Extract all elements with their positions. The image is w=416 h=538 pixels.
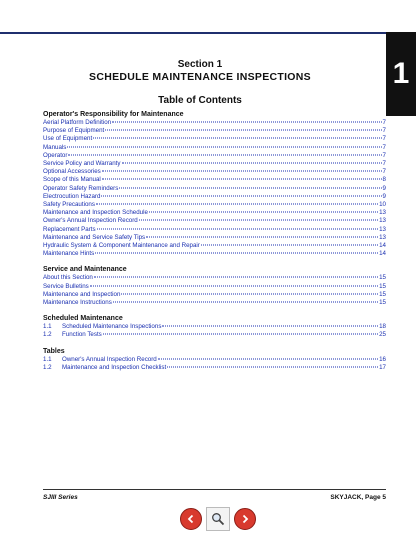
toc-entry-title: Service Bulletins xyxy=(43,282,89,290)
toc-entry-page: 7 xyxy=(382,135,386,143)
toc-entry-title: Maintenance and Inspection Checklist xyxy=(62,363,167,371)
toc-entry-number: 1.2 xyxy=(43,363,52,371)
dot-leader xyxy=(96,204,378,205)
toc-entry-page: 7 xyxy=(382,168,386,176)
toc-entry-link[interactable] xyxy=(43,168,386,176)
toc-entry-title: Replacement Parts xyxy=(43,225,96,233)
toc-entry-page: 13 xyxy=(379,233,386,241)
toc-entry-link[interactable] xyxy=(43,185,386,193)
toc-entry-page: 15 xyxy=(379,290,386,298)
toc-entry-link[interactable] xyxy=(43,127,386,135)
toc-entry-title: Manuals xyxy=(43,143,67,151)
toc-entry-page: 10 xyxy=(379,201,386,209)
toc-entry-page: 15 xyxy=(379,274,386,282)
toc-entry-title: Purpose of Equipment xyxy=(43,127,105,135)
toc-entry-link[interactable] xyxy=(43,356,386,364)
toc-entry-link[interactable] xyxy=(43,331,386,339)
toc-entry-title: Service Policy and Warranty xyxy=(43,160,121,168)
dot-leader xyxy=(146,236,378,237)
toc-entry-link[interactable] xyxy=(43,250,386,258)
dot-leader xyxy=(101,195,381,196)
dot-leader xyxy=(102,179,382,180)
dot-leader xyxy=(102,171,382,172)
dot-leader xyxy=(68,154,381,155)
next-page-button[interactable] xyxy=(234,508,256,530)
toc-entry-title: Maintenance and Inspection xyxy=(43,290,121,298)
toc-entry-link[interactable] xyxy=(43,299,386,307)
toc-entry-title: Use of Equipment xyxy=(43,135,93,143)
toc-entry-link[interactable] xyxy=(43,234,386,242)
search-button[interactable] xyxy=(206,507,230,531)
previous-page-button[interactable] xyxy=(180,508,202,530)
toc-entry-page: 7 xyxy=(382,119,386,126)
dot-leader xyxy=(201,245,378,246)
toc-entry-title: Function Tests xyxy=(62,331,102,339)
dot-leader xyxy=(122,163,382,164)
toc-entry-title: Scheduled Maintenance Inspections xyxy=(62,323,162,331)
toc-entry-page: 8 xyxy=(382,176,386,184)
toc-entry-page: 13 xyxy=(379,217,386,225)
toc-entry-link[interactable] xyxy=(43,242,386,250)
toc-entry-title: Safety Precautions xyxy=(43,201,95,209)
toc-entry-link[interactable] xyxy=(43,283,386,291)
toc-entry-page: 14 xyxy=(379,250,386,258)
toc-entry-link[interactable] xyxy=(43,323,386,331)
dot-leader xyxy=(103,334,378,335)
toc-entry-title: Owner's Annual Inspection Record xyxy=(62,355,157,363)
toc-entry-title: Optional Accessories xyxy=(43,168,101,176)
toc-entry-number: 1.1 xyxy=(43,323,52,331)
toc-entry-page: 9 xyxy=(382,192,386,200)
table-of-contents xyxy=(43,111,386,372)
dot-leader xyxy=(167,366,378,367)
toc-entry-page: 16 xyxy=(379,355,386,363)
section-tab-number: 1 xyxy=(392,57,410,90)
toc-entry-link[interactable] xyxy=(43,152,386,160)
toc-entry-link[interactable] xyxy=(43,209,386,217)
dot-leader xyxy=(149,212,378,213)
toc-entry-number: 1.2 xyxy=(43,331,52,339)
toc-entry-page: 17 xyxy=(379,363,386,371)
toc-entry-link[interactable] xyxy=(43,193,386,201)
toc-entry-title: Maintenance Instructions xyxy=(43,299,112,307)
toc-group-heading: Operator's Responsibility for Maintenance xyxy=(43,111,184,118)
dot-leader xyxy=(113,302,378,303)
toc-entry-title: Maintenance and Inspection Schedule xyxy=(43,209,148,217)
footer-series: SJIII Series xyxy=(43,494,78,501)
footer-page: SKYJACK, Page 5 xyxy=(330,494,386,501)
toc-entry-number: 1.1 xyxy=(43,355,52,363)
toc-entry-title: Aerial Platform Definition xyxy=(43,119,112,126)
dot-leader xyxy=(67,146,381,147)
toc-entry-page: 13 xyxy=(379,209,386,217)
toc-entry-page: 15 xyxy=(379,282,386,290)
toc-entry-page: 7 xyxy=(382,127,386,135)
toc-title: Table of Contents xyxy=(158,95,242,106)
toc-entry-page: 25 xyxy=(379,331,386,339)
dot-leader xyxy=(90,285,378,286)
toc-entry-link[interactable] xyxy=(43,135,386,143)
toc-entry-title: Owner's Annual Inspection Record xyxy=(43,217,138,225)
toc-entry-page: 13 xyxy=(379,225,386,233)
toc-entry-page: 9 xyxy=(382,184,386,192)
toc-entry-page: 14 xyxy=(379,242,386,250)
page-title: SCHEDULE MAINTENANCE INSPECTIONS xyxy=(89,71,311,83)
dot-leader xyxy=(139,220,378,221)
toc-entry-page: 7 xyxy=(382,151,386,159)
toc-entry-title: Scope of this Manual xyxy=(43,176,101,184)
dot-leader xyxy=(121,293,378,294)
toc-entry-link[interactable] xyxy=(43,217,386,225)
dot-leader xyxy=(105,130,381,131)
dot-leader xyxy=(158,358,378,359)
toc-entry-page: 7 xyxy=(382,160,386,168)
toc-entry-title: Maintenance Hints xyxy=(43,250,95,258)
dot-leader xyxy=(93,138,381,139)
right-arrow-icon xyxy=(240,514,250,524)
toc-group-heading: Tables xyxy=(43,347,65,355)
toc-entry-title: Operator Safety Reminders xyxy=(43,184,119,192)
toc-entry-link[interactable] xyxy=(43,201,386,209)
toc-entry-link[interactable] xyxy=(43,176,386,184)
toc-entry-link[interactable] xyxy=(43,144,386,152)
magnifier-icon xyxy=(211,512,225,526)
dot-leader xyxy=(119,187,381,188)
toc-entry-title: Operator xyxy=(43,151,68,159)
dot-leader xyxy=(97,228,378,229)
toc-entry-link[interactable] xyxy=(43,226,386,234)
toc-entry-link[interactable] xyxy=(43,291,386,299)
toc-group-heading: Service and Maintenance xyxy=(43,266,127,274)
toc-entry-page: 7 xyxy=(382,143,386,151)
toc-entry-link[interactable] xyxy=(43,160,386,168)
toc-entry-title: About this Section xyxy=(43,274,93,282)
toc-entry-title: Electrocution Hazard xyxy=(43,192,101,200)
toc-entry-link[interactable] xyxy=(43,274,386,282)
toc-entry-link[interactable] xyxy=(43,364,386,372)
header-rule xyxy=(0,32,416,34)
toc-entry-link[interactable] xyxy=(43,119,386,127)
left-arrow-icon xyxy=(186,514,196,524)
dot-leader xyxy=(94,277,378,278)
dot-leader xyxy=(95,253,378,254)
dot-leader xyxy=(162,326,378,327)
dot-leader xyxy=(112,122,381,123)
toc-group-heading: Scheduled Maintenance xyxy=(43,315,123,323)
footer-rule xyxy=(43,489,386,490)
section-label: Section 1 xyxy=(177,59,223,70)
toc-entry-title: Hydraulic System & Component Maintenance and Repair xyxy=(43,242,200,250)
toc-entry-page: 18 xyxy=(379,323,386,331)
page-navigation xyxy=(180,507,256,531)
toc-entry-page: 15 xyxy=(379,299,386,307)
toc-entry-title: Maintenance and Service Safety Tips xyxy=(43,233,146,241)
